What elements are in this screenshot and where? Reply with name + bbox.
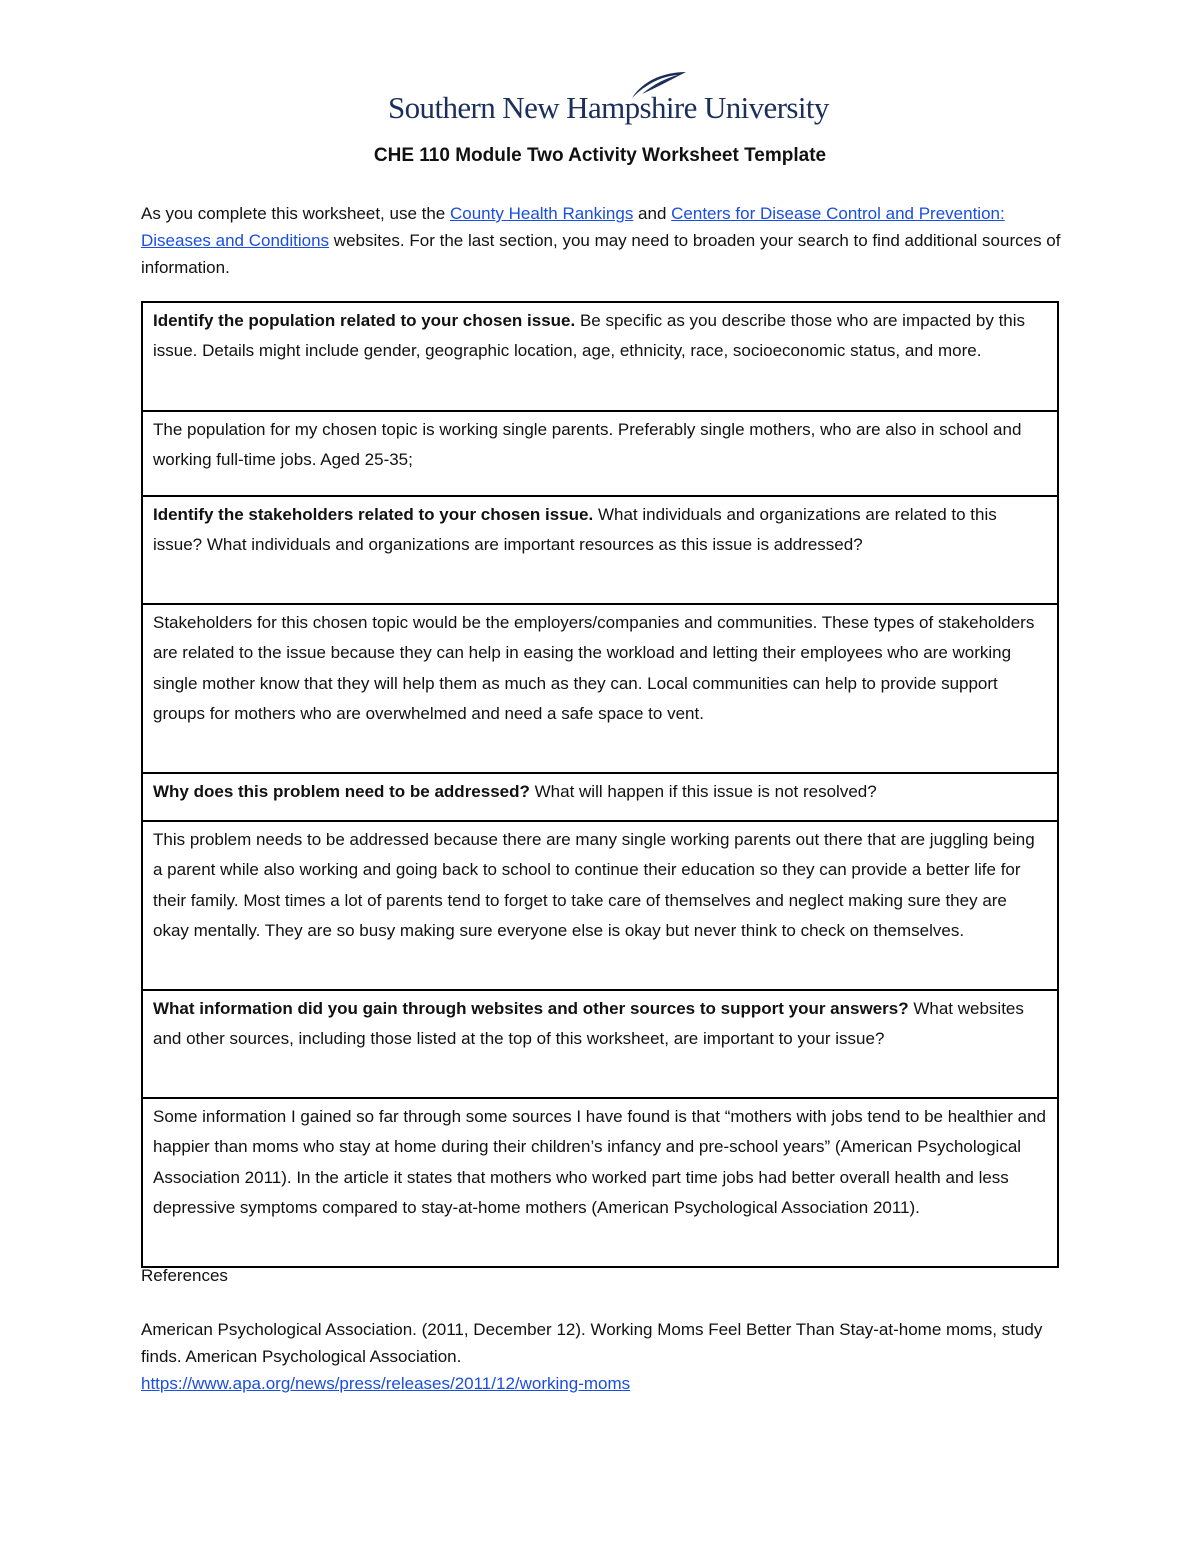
table-row [142,496,1058,604]
prompt-heading: Identify the population related to your chosen issue. [153,311,576,330]
table-row [142,1098,1058,1267]
references-section [141,1262,1061,1397]
answer-text: This problem needs to be addressed because there are many single working parents out there that are juggling being a parent while also working and going back to school to continue their education so they can provide a better life for their family. Most times a lot of parents tend to forget to take care of themselves and neglect making sure they are okay mentally. They are so busy making sure everyone else is okay but never think to check on themselves. [153,830,1035,941]
university-logo [388,70,829,136]
prompt-text: What will happen if this issue is not resolved? [529,782,877,801]
prompt-heading: What information did you gain through websites and other sources to support your answers? [153,999,909,1018]
intro-text-end: websites. For the last section, you may need to broaden your search to find additional sources of information. [141,231,1061,277]
reference-entry: American Psychological Association. (2011, December 12). Working Moms Feel Better Than Stay-at-home moms, study finds. American Psychological Association. [141,1320,1043,1366]
why-answer-cell[interactable] [142,821,1058,990]
table-row [142,604,1058,773]
prompt-text: What individuals and organizations are related to this issue? What individuals and organizations are important resources as this issue is addressed? [153,505,997,555]
prompt-heading: Identify the stakeholders related to your chosen issue. [153,505,594,524]
references-spacer [141,1289,1061,1316]
answer-text: Stakeholders for this chosen topic would be the employers/companies and communities. These types of stakeholders are related to the issue because they can help in easing the workload and letting their employees who are working single mother know that they will help them as much as they can. Local communities can help to provide support groups for mothers who are overwhelmed and need a safe space to vent. [153,613,1035,724]
intro-text-start: As you complete this worksheet, use the [141,204,450,223]
reference-url-link[interactable]: https://www.apa.org/news/press/releases/2011/12/working-moms [141,1374,631,1393]
table-row [142,990,1058,1098]
prompt-text: What websites and other sources, including those listed at the top of this worksheet, are important to your issue? [153,999,1024,1049]
answer-text: Some information I gained so far through some sources I have found is that “mothers with jobs tend to be healthier and happier than moms who stay at home during their children’s infancy and pre-school years” (American Psychological Association 2011). In the article it states that mothers who worked part time jobs had better overall health and less depressive symptoms compared to stay-at-home mothers (American Psychological Association 2011). [153,1107,1047,1218]
answer-text: The population for my chosen topic is working single parents. Preferably single mothers, who are also in school and working full-time jobs. Aged 25-35; [153,420,1022,470]
cdc-diseases-link[interactable]: Centers for Disease Control and Prevention: Diseases and Conditions [141,204,1005,250]
population-answer-cell[interactable] [142,411,1058,496]
stakeholders-answer-cell[interactable] [142,604,1058,773]
references-heading: References [141,1266,228,1285]
page-title: CHE 110 Module Two Activity Worksheet Template [373,145,827,166]
stakeholders-prompt-cell [142,496,1058,604]
table-row [142,411,1058,496]
prompt-text: Be specific as you describe those who are impacted by this issue. Details might include gender, geographic location, age, ethnicity, race, socioeconomic status, and more. [153,311,1026,361]
population-prompt-cell [142,302,1058,411]
county-health-rankings-link[interactable]: County Health Rankings [450,204,634,223]
information-answer-cell[interactable] [142,1098,1058,1267]
why-prompt-cell [142,773,1058,821]
logo-wordmark: Southern New Hampshire University [388,90,829,125]
intro-paragraph [141,200,1061,281]
table-row [142,302,1058,411]
prompt-heading: Why does this problem need to be addressed? [153,782,530,801]
worksheet-table [141,301,1059,1268]
table-row [142,773,1058,821]
intro-text-and: and [633,204,672,223]
table-row [142,821,1058,990]
information-prompt-cell [142,990,1058,1098]
